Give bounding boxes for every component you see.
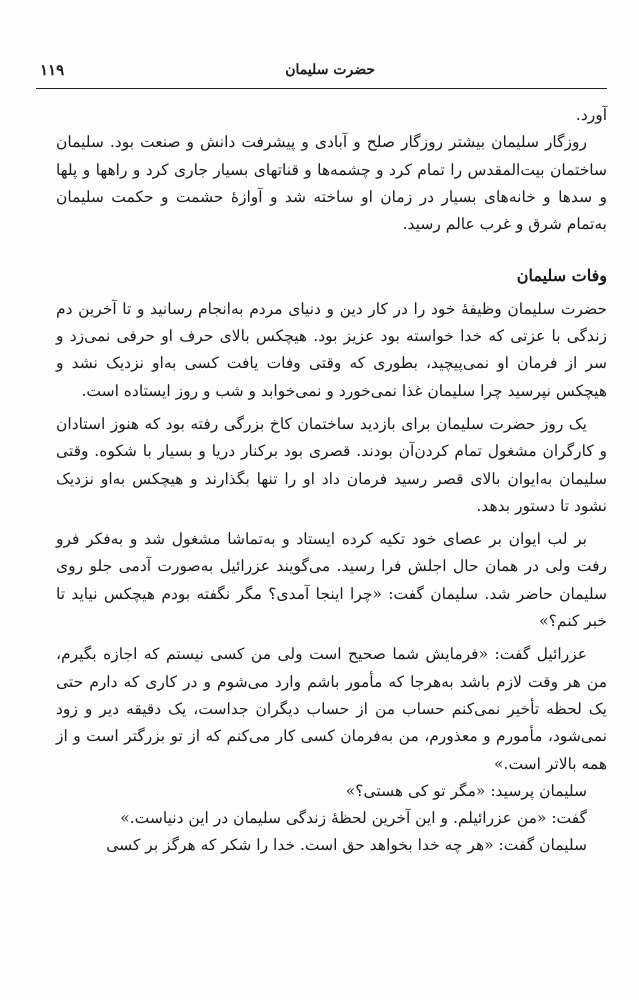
paragraph-section-intro: حضرت سلیمان وظیفهٔ خود را در کار دین و دنیای مردم به‌انجام رسانید و تا آخرین دم زندگی با عزتی که خدا خواسته بود عزیز بود. هیچکس بالای حرف او حرفی نمی‌زد و سر از فرمان او نمی‌پیچید، بطوری که وقتی وفات یافت کسی به‌او نزدیک نشد و هیچکس نپرسید چرا سلیمان غذا نمی‌خورد و نمی‌خوابد و شب و روز ایستاده است. [56, 299, 607, 400]
running-header [36, 58, 607, 84]
paragraph-solomon-final: سلیمان گفت: «هر چه خدا بخواهد حق است. خدا را شکر که هرگز بر کسی [106, 836, 587, 855]
paragraph-azrael-reply: عزرائیل گفت: «فرمایش شما صحیح است ولی من کسی نیستم که اجازه بگیرم، من هر وقت لازم باشد به‌هرجا که مأمور باشم وارد می‌شوم و در کاری که دارم حتی یک لحظه تأخیر نمی‌کنم حساب من از حساب دیگران جداست، یک دقیقه دیر و زود نمی‌شود، مأمورم و معذورم، من به‌فرمان کسی کار می‌کنم که از تو بزرگتر است و از همه بالاتر است.» [56, 645, 607, 773]
page-body [56, 102, 607, 860]
paragraph-staff-lean: بر لب ایوان بر عصای خود تکیه کرده ایستاد و به‌تماشا مشغول شد و به‌فکر فرو رفت ولی در همان حال اجلش فرا رسید. می‌گویند عزرائیل به‌صورت آدمی جلو روی سلیمان حاضر شد. سلیمان گفت: «چرا اینجا آمدی؟ مگر نگفته بودم هیچکس نیاید تا خبر کنم؟» [56, 530, 607, 631]
paragraph-solomon-era: روزگار سلیمان بیشتر روزگار صلح و آبادی و پیشرفت دانش و صنعت بود. سلیمان ساختمان بیت‌المقدس را تمام کرد و چشمه‌ها و قناتهای بسیار جاری کرد و راهها و پلها و سدها و خانه‌های بسیار در زمان او ساخته شد و آوازهٔ حشمت و حکمت سلیمان به‌تمام شرق و غرب عالم رسید. [56, 133, 607, 234]
header-divider [36, 88, 607, 89]
section-heading: وفات سلیمان [516, 266, 607, 286]
header-title: حضرت سلیمان [285, 62, 375, 78]
paragraph-palace-visit: یک روز حضرت سلیمان برای بازدید ساختمان کاخ بزرگی رفته بود که هنوز استادان و کارگران مشغول تمام کردن‌آن بودند. قصری بود برکنار دریا و بسیار با شکوه. وقتی سلیمان به‌ایوان بالای قصر رسید فرمان داد او را تنها بگذارند و هیچکس به‌او نزدیک نشود تا دستور بدهد. [56, 414, 607, 515]
paragraph-continuation: آورد. [575, 106, 607, 124]
paragraph-solomon-asks: سلیمان پرسید: «مگر تو کی هستی؟» [345, 781, 587, 800]
paragraph-azrael-identity: گفت: «من عزرائیلم. و این آخرین لحظهٔ زندگی سلیمان در این دنیاست.» [120, 809, 587, 828]
page-number: ۱۱۹ [40, 61, 65, 79]
